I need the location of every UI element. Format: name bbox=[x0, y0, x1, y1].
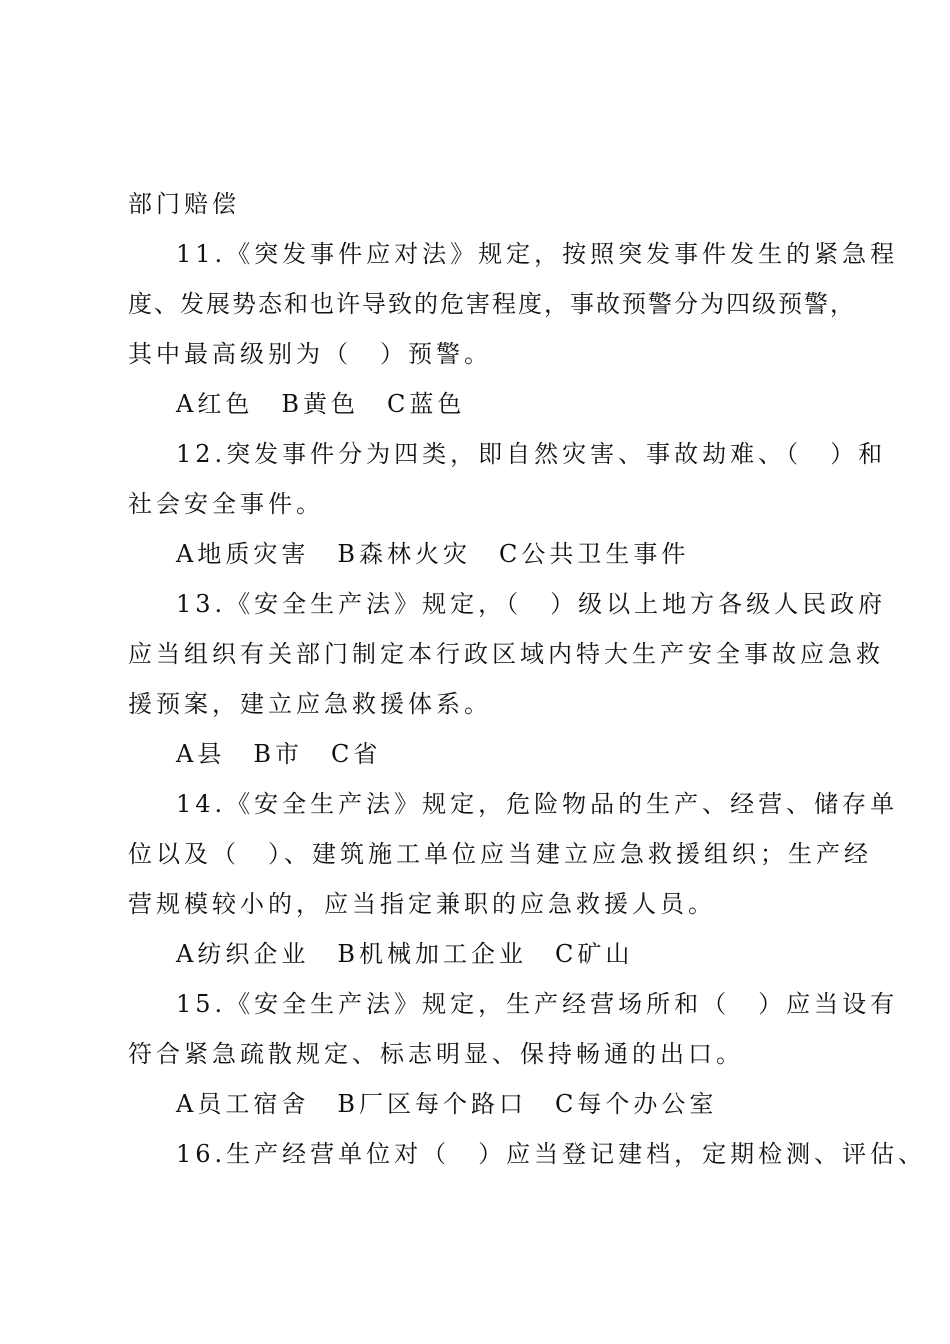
text-line: 应当组织有关部门制定本行政区域内特大生产安全事故应急救 bbox=[128, 640, 884, 668]
answer-options: A员工宿舍 B厂区每个路口 C每个办公室 bbox=[176, 1090, 718, 1118]
text-line: 部门赔偿 bbox=[128, 190, 240, 218]
text-line: 社会安全事件。 bbox=[128, 490, 324, 518]
question-12-line: 12.突发事件分为四类，即自然灾害、事故劫难、（ ）和 bbox=[176, 440, 887, 468]
question-15-line: 15.《安全生产法》规定，生产经营场所和（ ）应当设有 bbox=[176, 990, 899, 1018]
text-line: 符合紧急疏散规定、标志明显、保持畅通的出口。 bbox=[128, 1040, 744, 1068]
answer-options: A地质灾害 B森林火灾 C公共卫生事件 bbox=[176, 540, 690, 568]
question-14-line: 14.《安全生产法》规定，危险物品的生产、经营、储存单 bbox=[176, 790, 899, 818]
answer-options: A县 B市 C省 bbox=[176, 740, 382, 768]
question-16-line: 16.生产经营单位对（ ）应当登记建档，定期检测、评估、 bbox=[176, 1140, 927, 1168]
answer-options: A红色 B黄色 C蓝色 bbox=[176, 390, 466, 418]
text-line: 位以及（ ）、建筑施工单位应当建立应急救援组织；生产经 bbox=[128, 840, 872, 868]
answer-options: A纺织企业 B机械加工企业 C矿山 bbox=[176, 940, 634, 968]
question-11-line: 11.《突发事件应对法》规定，按照突发事件发生的紧急程 bbox=[176, 240, 899, 268]
text-line: 援预案，建立应急救援体系。 bbox=[128, 690, 492, 718]
text-line: 其中最高级别为（ ）预警。 bbox=[128, 340, 492, 368]
text-line: 度、发展势态和也许导致的危害程度，事故预警分为四级预警， bbox=[128, 290, 856, 318]
text-line: 营规模较小的，应当指定兼职的应急救援人员。 bbox=[128, 890, 716, 918]
question-13-line: 13.《安全生产法》规定，（ ）级以上地方各级人民政府 bbox=[176, 590, 887, 618]
